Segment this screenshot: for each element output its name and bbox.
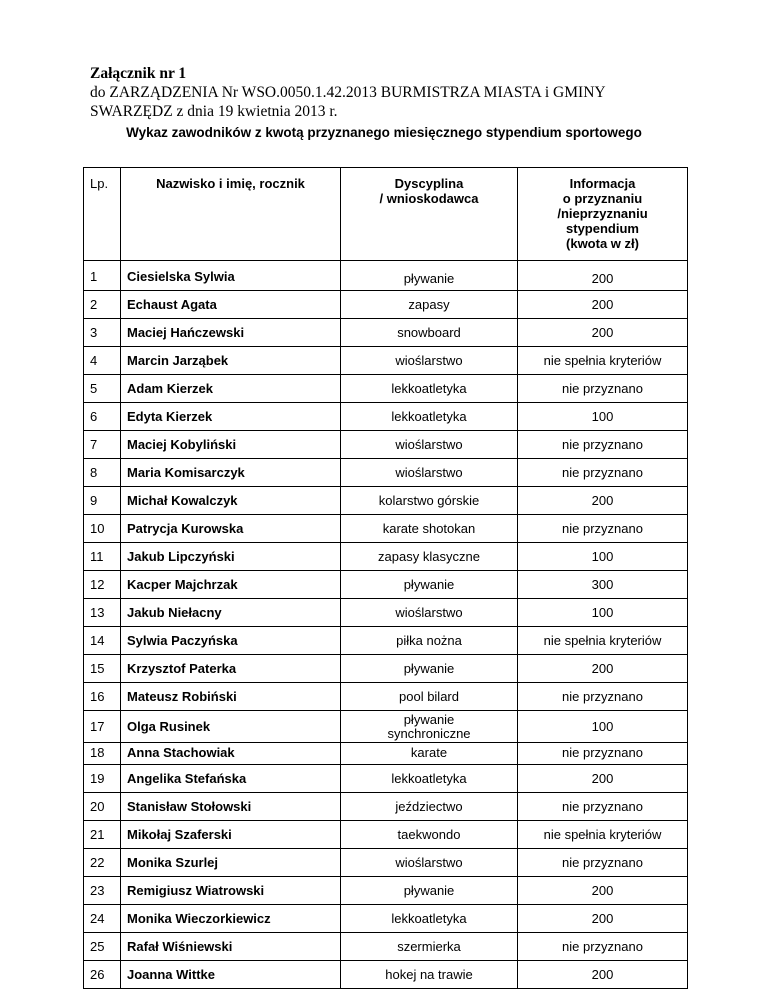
table-row — [84, 261, 688, 291]
cell-lp: 15 — [84, 655, 121, 683]
table-row — [84, 543, 688, 571]
header-info-line4: stypendium — [566, 221, 639, 236]
cell-info: nie przyznano — [518, 933, 688, 961]
cell-name: Remigiusz Wiatrowski — [121, 877, 341, 905]
cell-lp: 20 — [84, 793, 121, 821]
header-discipline — [341, 168, 518, 261]
header-discipline-line2: / wnioskodawca — [379, 191, 479, 206]
cell-lp: 3 — [84, 319, 121, 347]
header-info — [518, 168, 688, 261]
cell-name: Maciej Kobyliński — [121, 431, 341, 459]
cell-discipline: karate — [341, 743, 518, 765]
cell-lp: 17 — [84, 711, 121, 743]
cell-info: 200 — [518, 261, 688, 291]
cell-discipline: wioślarstwo — [341, 459, 518, 487]
cell-discipline-line1: pływanie — [403, 711, 455, 727]
header-info-line5: (kwota w zł) — [566, 236, 639, 251]
cell-discipline: lekkoatletyka — [341, 905, 518, 933]
cell-info: 200 — [518, 655, 688, 683]
cell-lp: 1 — [84, 261, 121, 291]
table-row — [84, 571, 688, 599]
document-header — [90, 64, 690, 121]
header-name: Nazwisko i imię, rocznik — [121, 168, 341, 261]
table-row — [84, 877, 688, 905]
header-lp: Lp. — [84, 168, 121, 261]
cell-name: Krzysztof Paterka — [121, 655, 341, 683]
cell-name: Michał Kowalczyk — [121, 487, 341, 515]
table-row — [84, 375, 688, 403]
cell-discipline: pływanie — [341, 261, 518, 291]
cell-discipline: pool bilard — [341, 683, 518, 711]
cell-name: Patrycja Kurowska — [121, 515, 341, 543]
cell-discipline: taekwondo — [341, 821, 518, 849]
cell-name: Rafał Wiśniewski — [121, 933, 341, 961]
table-row — [84, 291, 688, 319]
table-row — [84, 627, 688, 655]
table-row — [84, 711, 688, 743]
table-row — [84, 793, 688, 821]
cell-info: 300 — [518, 571, 688, 599]
cell-info: nie przyznano — [518, 849, 688, 877]
cell-name: Jakub Lipczyński — [121, 543, 341, 571]
cell-discipline: lekkoatletyka — [341, 403, 518, 431]
cell-discipline: hokej na trawie — [341, 961, 518, 989]
cell-info: 200 — [518, 765, 688, 793]
table-row — [84, 765, 688, 793]
ordinance-reference-line2: SWARZĘDZ z dnia 19 kwietnia 2013 r. — [90, 103, 338, 120]
header-discipline-line1: Dyscyplina — [394, 176, 464, 191]
table-row — [84, 403, 688, 431]
table-row — [84, 515, 688, 543]
cell-discipline: snowboard — [341, 319, 518, 347]
cell-info: nie przyznano — [518, 431, 688, 459]
cell-name: Olga Rusinek — [121, 711, 341, 743]
cell-name: Maria Komisarczyk — [121, 459, 341, 487]
cell-info: nie przyznano — [518, 515, 688, 543]
cell-discipline: lekkoatletyka — [341, 765, 518, 793]
cell-info: nie spełnia kryteriów — [518, 347, 688, 375]
cell-info: 100 — [518, 711, 688, 743]
cell-info: nie spełnia kryteriów — [518, 627, 688, 655]
cell-name: Marcin Jarząbek — [121, 347, 341, 375]
table-header-row — [84, 168, 688, 261]
cell-lp: 4 — [84, 347, 121, 375]
cell-name: Mateusz Robiński — [121, 683, 341, 711]
cell-lp: 13 — [84, 599, 121, 627]
cell-name: Monika Wieczorkiewicz — [121, 905, 341, 933]
cell-lp: 9 — [84, 487, 121, 515]
table-row — [84, 459, 688, 487]
ordinance-reference-line1: do ZARZĄDZENIA Nr WSO.0050.1.42.2013 BURMISTRZA MIASTA i GMINY — [90, 84, 606, 101]
cell-discipline: wioślarstwo — [341, 849, 518, 877]
cell-discipline: wioślarstwo — [341, 347, 518, 375]
cell-info: 200 — [518, 905, 688, 933]
cell-info: nie przyznano — [518, 743, 688, 765]
header-info-line3: /nieprzyznaniu — [557, 206, 648, 221]
cell-info: nie przyznano — [518, 375, 688, 403]
document-subtitle: Wykaz zawodników z kwotą przyznanego miesięcznego stypendium sportowego — [126, 125, 642, 140]
header-info-line2: o przyznaniu — [562, 191, 643, 206]
cell-lp: 10 — [84, 515, 121, 543]
cell-name: Echaust Agata — [121, 291, 341, 319]
cell-name: Maciej Hańczewski — [121, 319, 341, 347]
cell-lp: 14 — [84, 627, 121, 655]
cell-info: 100 — [518, 403, 688, 431]
cell-lp: 24 — [84, 905, 121, 933]
table-row — [84, 933, 688, 961]
cell-lp: 18 — [84, 743, 121, 765]
cell-lp: 7 — [84, 431, 121, 459]
cell-name: Anna Stachowiak — [121, 743, 341, 765]
cell-info: nie przyznano — [518, 459, 688, 487]
cell-lp: 11 — [84, 543, 121, 571]
cell-name: Adam Kierzek — [121, 375, 341, 403]
cell-discipline: kolarstwo górskie — [341, 487, 518, 515]
cell-lp: 8 — [84, 459, 121, 487]
cell-name: Joanna Wittke — [121, 961, 341, 989]
cell-name: Edyta Kierzek — [121, 403, 341, 431]
cell-name: Mikołaj Szaferski — [121, 821, 341, 849]
cell-name: Kacper Majchrzak — [121, 571, 341, 599]
cell-discipline: pływanie — [341, 571, 518, 599]
cell-discipline: zapasy — [341, 291, 518, 319]
cell-info: nie przyznano — [518, 793, 688, 821]
table-row — [84, 487, 688, 515]
cell-name: Sylwia Paczyńska — [121, 627, 341, 655]
cell-lp: 25 — [84, 933, 121, 961]
cell-lp: 21 — [84, 821, 121, 849]
cell-name: Stanisław Stołowski — [121, 793, 341, 821]
cell-name: Jakub Niełacny — [121, 599, 341, 627]
table-row — [84, 655, 688, 683]
cell-lp: 2 — [84, 291, 121, 319]
cell-discipline: karate shotokan — [341, 515, 518, 543]
cell-info: 200 — [518, 291, 688, 319]
cell-discipline: pływanie — [341, 877, 518, 905]
cell-info: 200 — [518, 961, 688, 989]
cell-info: 100 — [518, 543, 688, 571]
table-row — [84, 599, 688, 627]
table-row — [84, 431, 688, 459]
cell-name: Monika Szurlej — [121, 849, 341, 877]
cell-lp: 6 — [84, 403, 121, 431]
cell-discipline: szermierka — [341, 933, 518, 961]
table-row — [84, 905, 688, 933]
cell-info: 100 — [518, 599, 688, 627]
cell-discipline: jeździectwo — [341, 793, 518, 821]
athletes-table — [83, 167, 688, 989]
cell-discipline: wioślarstwo — [341, 599, 518, 627]
cell-discipline: lekkoatletyka — [341, 375, 518, 403]
cell-discipline: zapasy klasyczne — [341, 543, 518, 571]
table-row — [84, 743, 688, 765]
cell-info: 200 — [518, 487, 688, 515]
cell-lp: 22 — [84, 849, 121, 877]
table-row — [84, 821, 688, 849]
cell-info: nie przyznano — [518, 683, 688, 711]
table-row — [84, 319, 688, 347]
cell-info: nie spełnia kryteriów — [518, 821, 688, 849]
table-row — [84, 347, 688, 375]
cell-discipline: wioślarstwo — [341, 431, 518, 459]
cell-lp: 23 — [84, 877, 121, 905]
header-info-line1: Informacja — [569, 176, 636, 191]
cell-lp: 19 — [84, 765, 121, 793]
cell-info: 200 — [518, 877, 688, 905]
annex-title: Załącznik nr 1 — [90, 65, 187, 82]
cell-lp: 5 — [84, 375, 121, 403]
table-row — [84, 961, 688, 989]
table-row — [84, 849, 688, 877]
cell-lp: 16 — [84, 683, 121, 711]
cell-lp: 26 — [84, 961, 121, 989]
cell-discipline-line2: synchroniczne — [387, 725, 471, 741]
cell-discipline: piłka nożna — [341, 627, 518, 655]
cell-lp: 12 — [84, 571, 121, 599]
cell-name: Ciesielska Sylwia — [121, 261, 341, 291]
table-row — [84, 683, 688, 711]
cell-discipline — [341, 711, 518, 743]
cell-name: Angelika Stefańska — [121, 765, 341, 793]
cell-discipline: pływanie — [341, 655, 518, 683]
cell-info: 200 — [518, 319, 688, 347]
